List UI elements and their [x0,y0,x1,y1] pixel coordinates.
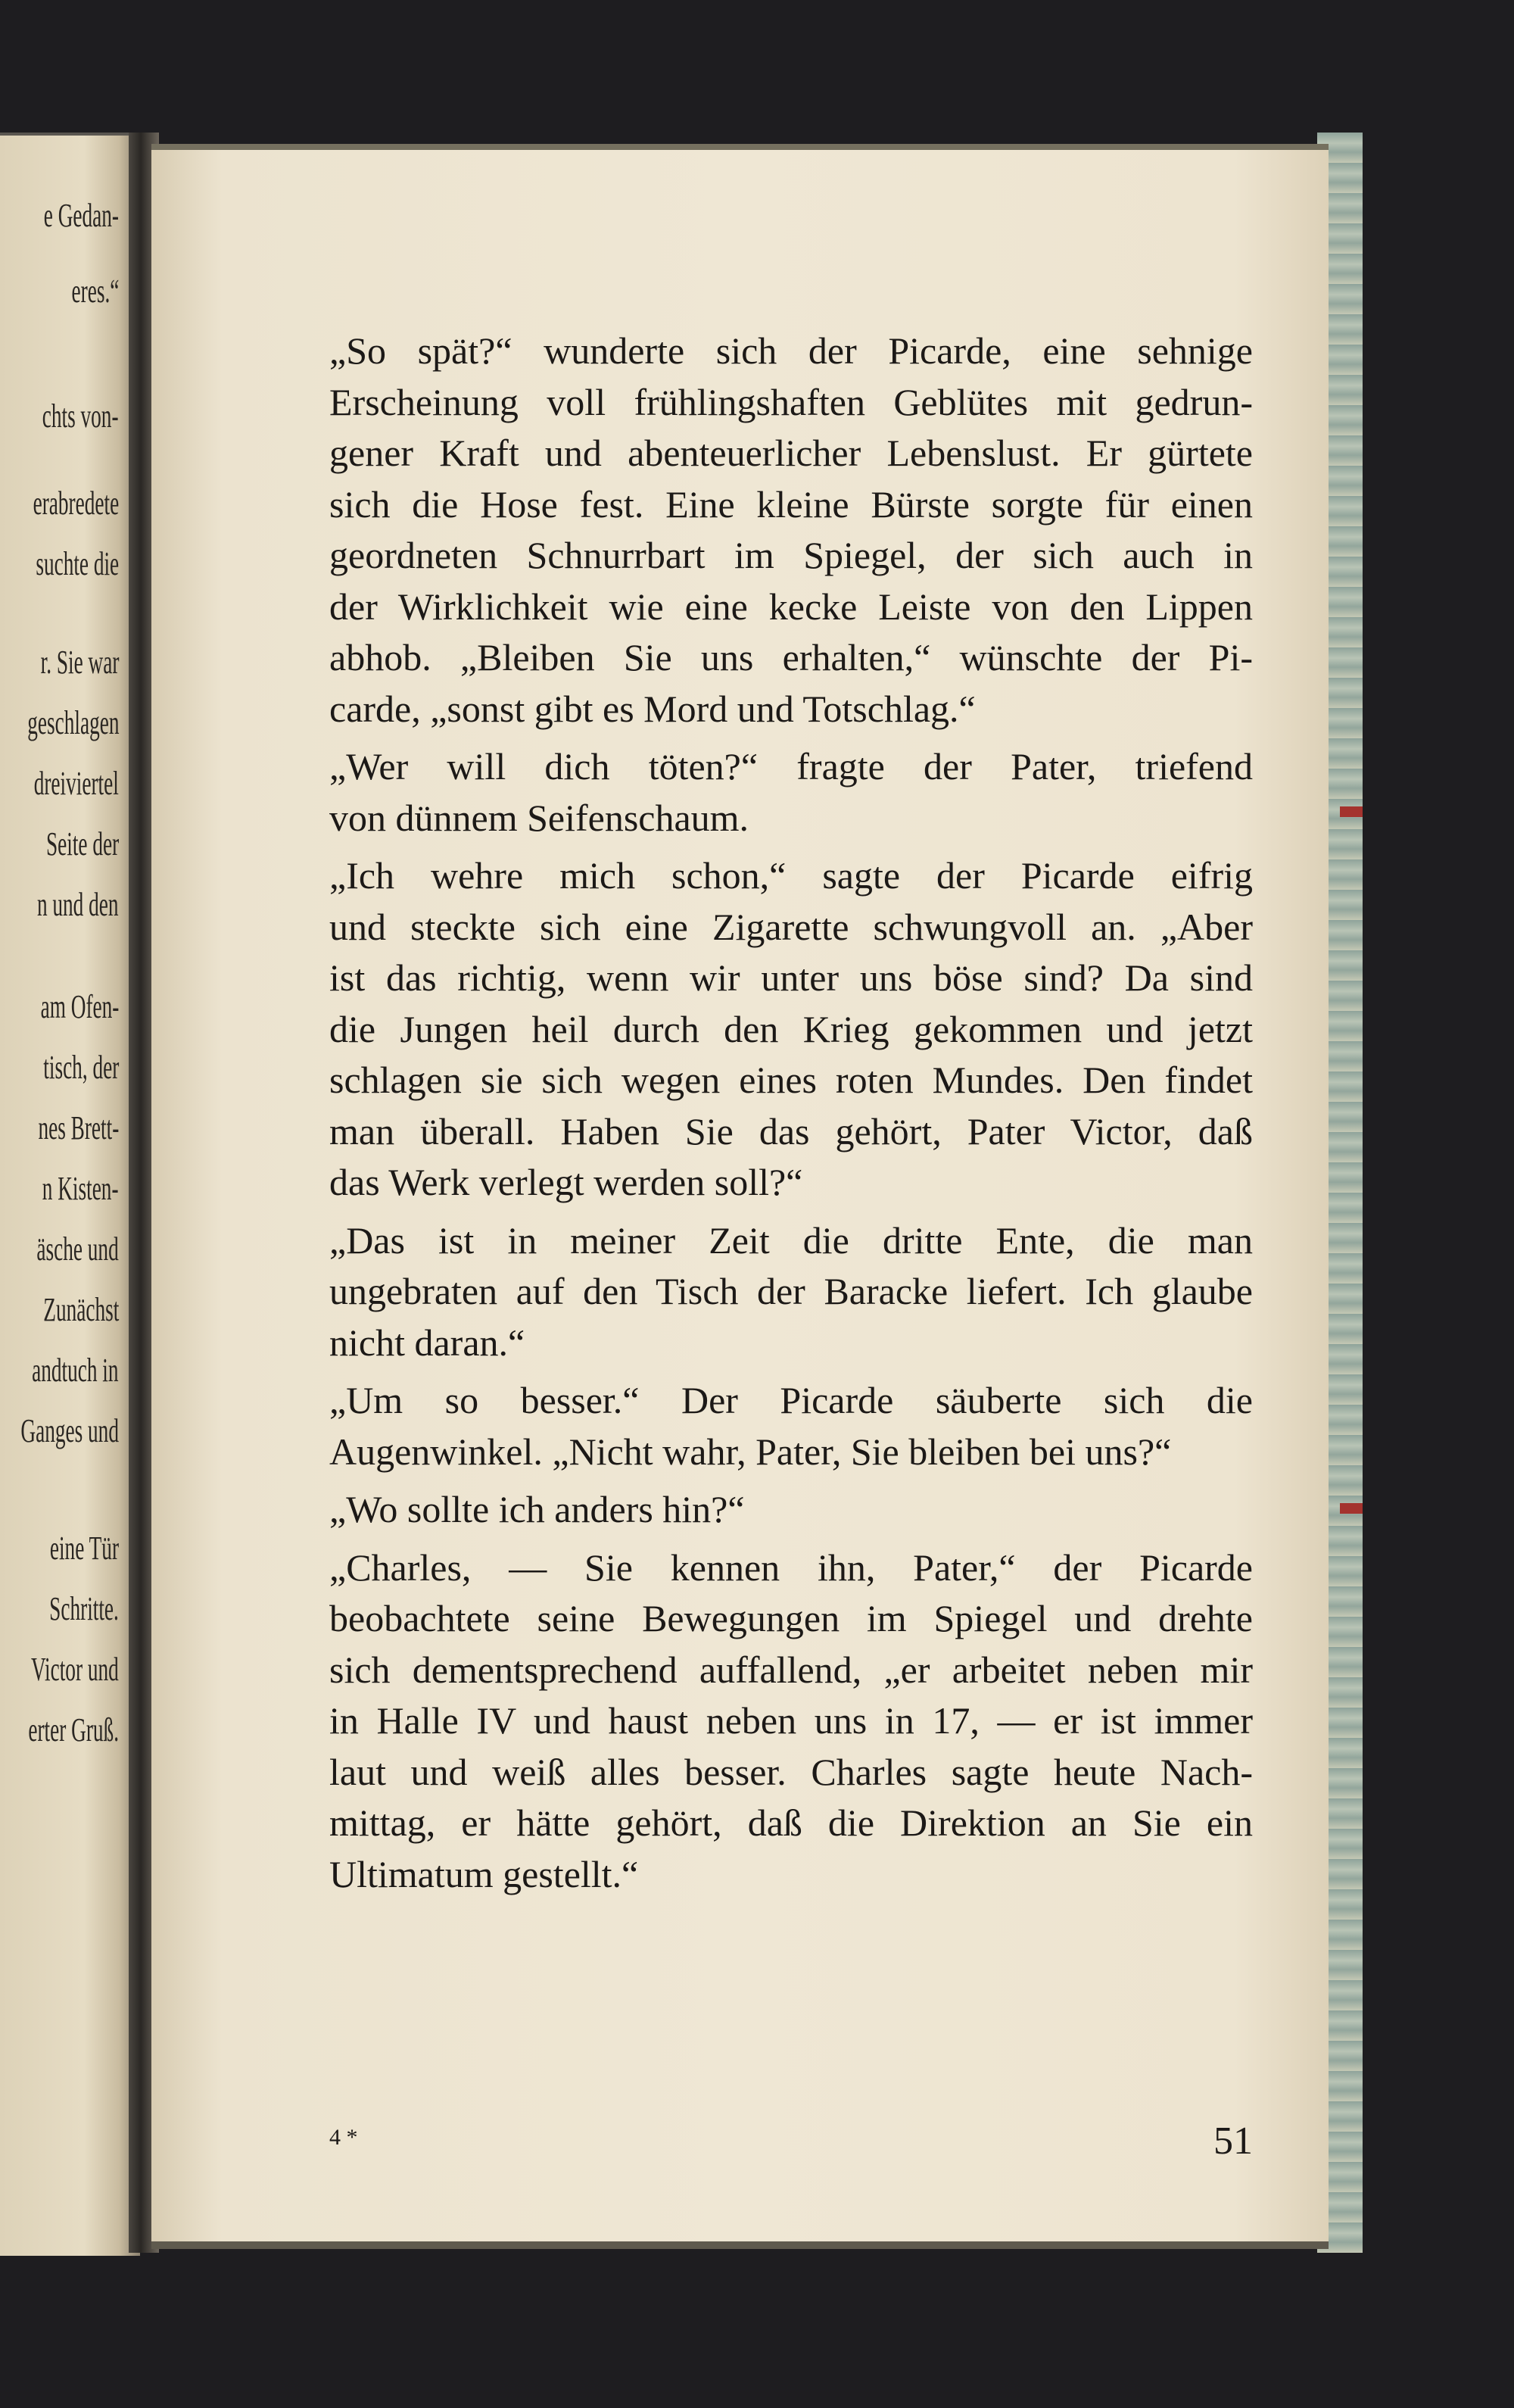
text-line: beobachtete seine Bewegungen im Spiegel und drehte [329,1597,1253,1639]
text-line: gener Kraft und abenteuerlicher Lebenslust. Er gürtete [329,432,1253,474]
text-line: sich die Hose fest. Eine kleine Bürste sorgte für einen [329,482,1253,526]
paragraph [329,850,1253,1209]
text-line: das Werk verlegt werden soll?“ [329,1161,803,1203]
paragraph [329,1542,1253,1901]
left-page-line: n Kisten- [42,1170,119,1207]
left-page-line: Schritte. [49,1590,119,1627]
left-page-line: Ganges und [20,1412,119,1449]
left-page-line: erabredete [33,485,119,522]
left-page-line: Seite der [45,825,119,862]
text-line: „So spät?“ wunderte sich der Picarde, eine sehnige [329,329,1253,372]
left-page-line: Victor und [31,1651,119,1688]
cover-red-mark [1340,806,1363,817]
text-line: Augenwinkel. „Nicht wahr, Pater, Sie bleiben bei uns?“ [329,1430,1172,1473]
text-line: Erscheinung voll frühlingshaften Geblütes mit gedrun- [329,380,1253,423]
left-page-line: suchte die [36,545,119,582]
paragraph-gap [329,735,1253,741]
paragraph [329,1484,1253,1536]
text-line: „Um so besser.“ Der Picarde säuberte sich die [329,1379,1253,1421]
left-page-line: äsche und [36,1231,119,1268]
paragraph-gap [329,844,1253,850]
text-line: „Wo sollte ich anders hin?“ [329,1488,745,1530]
text-line: „Charles, — Sie kennen ihn, Pater,“ der Picarde [329,1546,1253,1589]
text-line: laut und weiß alles besser. Charles sagte heute Nach- [329,1750,1253,1793]
text-line: und steckte sich eine Zigarette schwungvoll an. „Aber [329,905,1253,948]
text-line: „Das ist in meiner Zeit die dritte Ente, die man [329,1218,1253,1262]
text-line: die Jungen heil durch den Krieg gekommen und jetzt [329,1007,1253,1050]
left-page-line: r. Sie war [40,644,119,681]
cover-red-mark [1340,1503,1363,1514]
text-line: nicht daran.“ [329,1321,525,1364]
text-line: man überall. Haben Sie das gehört, Pater Victor, daß [329,1109,1253,1153]
paragraph-gap [329,1536,1253,1542]
text-line: „Ich wehre mich schon,“ sagte der Picarde eifrig [329,854,1253,897]
left-page-line: tisch, der [42,1049,119,1086]
text-line: sich dementsprechend auffallend, „er arbeitet neben mir [329,1648,1253,1691]
right-page [151,144,1329,2249]
left-page-line: e Gedan- [43,197,119,234]
text-line: abhob. „Bleiben Sie uns erhalten,“ wünschte der Pi- [329,636,1253,678]
left-page-line: am Ofen- [40,988,119,1025]
text-line: in Halle IV und haust neben uns in 17, — er ist immer [329,1699,1253,1742]
text-line: ungebraten auf den Tisch der Baracke liefert. Ich glaube [329,1270,1253,1312]
text-line: Ultimatum gestellt.“ [329,1852,639,1895]
page-body-text [329,326,1253,1900]
paragraph-gap [329,1477,1253,1484]
text-line: geordneten Schnurrbart im Spiegel, der sich auch in [329,534,1253,576]
text-line: ist das richtig, wenn wir unter uns böse sind? Da sind [329,956,1253,999]
text-line: schlagen sie sich wegen eines roten Mundes. Den findet [329,1059,1253,1101]
text-line: „Wer will dich töten?“ fragte der Pater, triefend [329,745,1253,788]
paragraph-gap [329,1209,1253,1215]
paragraph-gap [329,1368,1253,1375]
left-facing-page [0,133,140,2256]
left-page-line: nes Brett- [38,1109,119,1146]
signature-mark: 4 * [329,2125,358,2150]
text-line: mittag, er hätte gehört, daß die Direktion an Sie ein [329,1801,1253,1844]
left-page-line: chts von- [42,398,119,435]
paragraph [329,326,1253,735]
paragraph [329,1375,1253,1477]
left-page-line: eres.“ [71,273,119,310]
left-page-line: dreiviertel [33,765,119,802]
text-line: der Wirklichkeit wie eine kecke Leiste von den Lippen [329,585,1253,628]
paragraph [329,1215,1253,1369]
left-page-line: eine Tür [49,1530,119,1567]
page-number: 51 [1213,2119,1253,2163]
text-line: von dünnem Seifenschaum. [329,796,749,839]
paragraph [329,741,1253,844]
left-page-line: n und den [37,886,119,923]
text-line: carde, „sonst gibt es Mord und Totschlag.“ [329,687,976,730]
left-page-line: Zunächst [42,1291,119,1328]
left-page-line: andtuch in [32,1352,119,1389]
left-page-line: erter Gruß. [28,1711,119,1748]
left-page-line: geschlagen [26,704,119,741]
